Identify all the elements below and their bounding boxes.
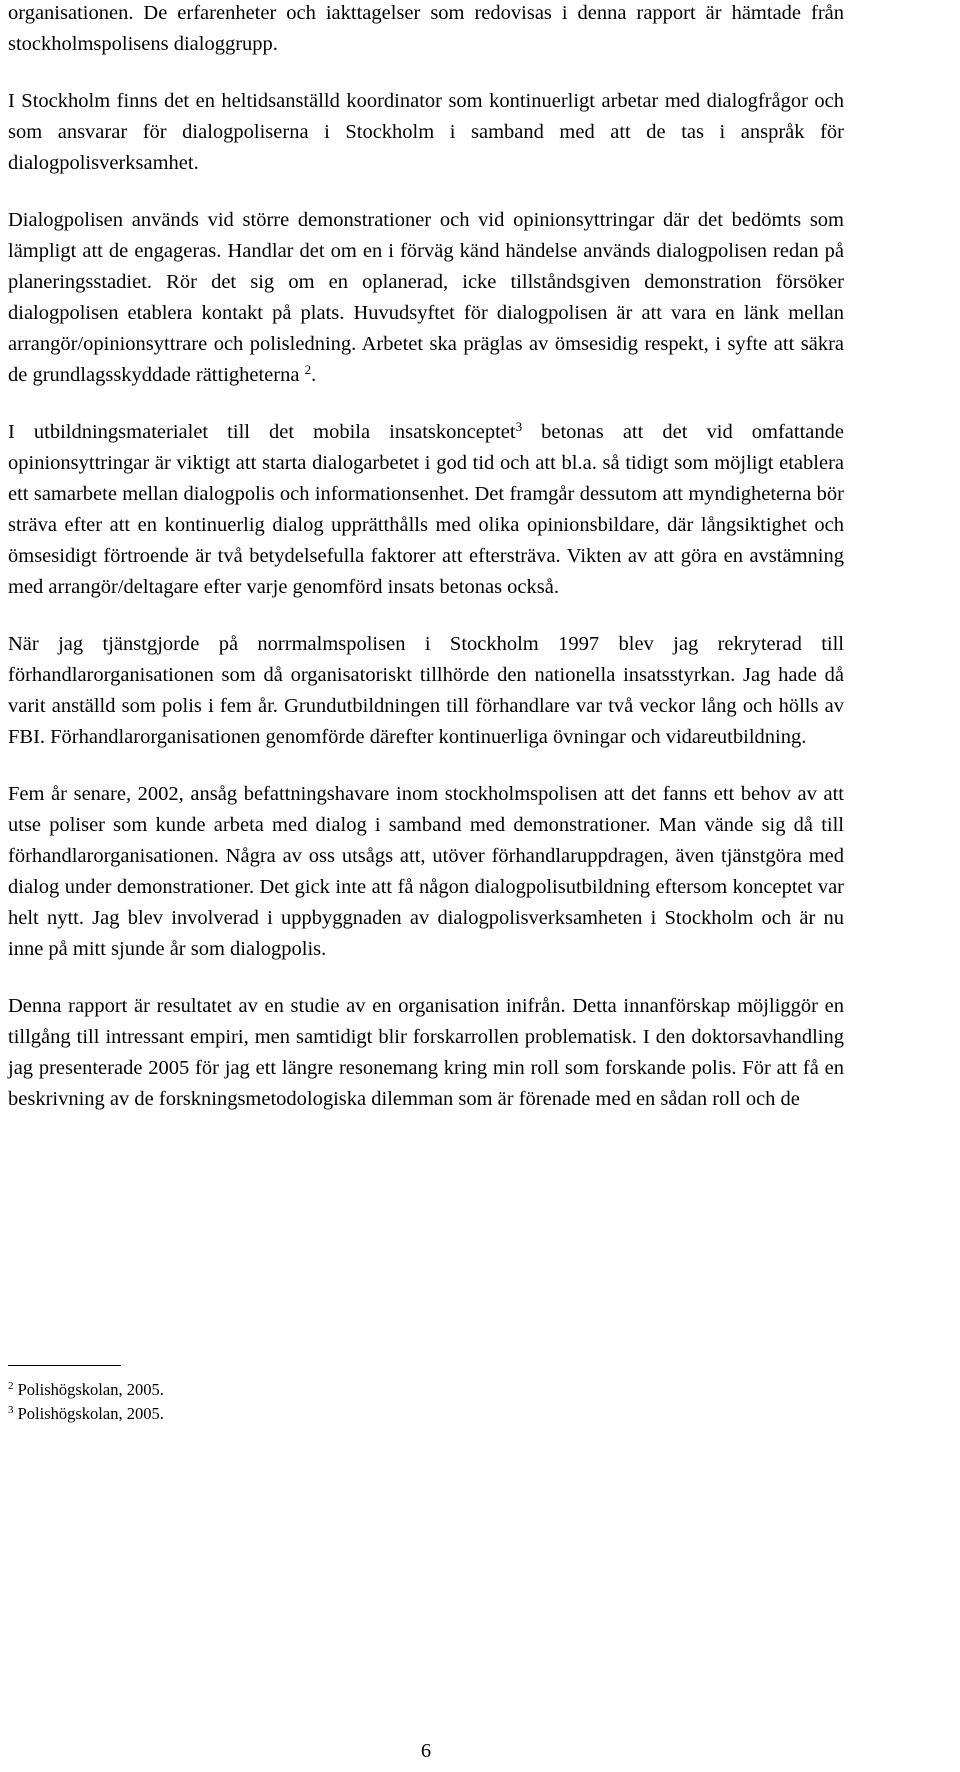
footnote-3 (8, 1402, 164, 1426)
footnote-separator (8, 1365, 121, 1366)
paragraph-intro: organisationen. De erfarenheter och iakttagelser som redovisas i denna rapport är hämtade från stockholmspolisens dialoggrupp. (8, 2, 844, 55)
paragraph-dialogpolisen-text: Dialogpolisen används vid större demonstrationer och vid opinionsyttringar där det bedömts som lämpligt att de engageras. Handlar det om en i förväg känd händelse används dialogpolisen redan på planeringsstadiet. Rör det sig om en oplanerad, icke tillståndsgiven demonstration försöker dialogpolisen etablera kontakt på plats. Huvudsyftet för dialogpolisen är att vara en länk mellan arrangör/opinionsyttrare och polisledning. Arbetet ska präglas av ömsesidig respekt, i syfte att säkra de grundlagsskyddade rättigheterna (8, 209, 844, 386)
paragraph-utbildning (8, 417, 844, 603)
footnote-ref-2: 2 (304, 362, 312, 377)
footnote-number: 2 (8, 1380, 14, 1392)
footnote-text: Polishögskolan, 2005. (17, 1404, 164, 1423)
paragraph-rapport: Denna rapport är resultatet av en studie av en organisation inifrån. Detta innanförskap möjliggör en tillgång till intressant empiri, men samtidigt blir forskarrollen problematisk. I den doktorsavhandling jag presenterade 2005 för jag ett längre resonemang kring min roll som forskande polis. För att få en beskrivning av de forskningsmetodologiska dilemman som är förenade med en sådan roll och de (8, 995, 844, 1110)
footnote-ref-3: 3 (515, 419, 523, 434)
paragraph-norrmalm: När jag tjänstgjorde på norrmalmspolisen i Stockholm 1997 blev jag rekryterad till förhandlarorganisationen som då organisatoriskt tillhörde den nationella insatsstyrkan. Jag hade då varit anställd som polis i fem år. Grundutbildningen till förhandlare var två veckor lång och hölls av FBI. Förhandlarorganisationen genomförde därefter kontinuerliga övningar och vidareutbildning. (8, 633, 844, 748)
footnote-2 (8, 1378, 164, 1402)
paragraph-coordinator: I Stockholm finns det en heltidsanställd koordinator som kontinuerligt arbetar med dialogfrågor och som ansvarar för dialogpoliserna i Stockholm i samband med att de tas i anspråk för dialogpolisverksamhet. (8, 90, 844, 174)
footnote-number: 3 (8, 1404, 14, 1416)
paragraph-utbildning-text: betonas att det vid omfattande opinionsyttringar är viktigt att starta dialogarbetet i god tid och att bl.a. så tidigt som möjligt etablera ett samarbete mellan dialogpolis och informationsenhet. Det framgår dessutom att myndigheterna bör sträva efter att en kontinuerlig dialog upprätthålls med olika opinionsbildare, där långsiktighet och ömsesidigt förtroende är två betydelsefulla faktorer att eftersträva. Vikten av att göra en avstämning med arrangör/deltagare efter varje genomförd insats betonas också. (8, 421, 844, 598)
document-body (8, 0, 844, 1141)
paragraph-dialogpolisen (8, 205, 844, 391)
paragraph-fem-ar-senare: Fem år senare, 2002, ansåg befattningshavare inom stockholmspolisen att det fanns ett behov av att utse poliser som kunde arbeta med dialog i samband med demonstrationer. Man vände sig då till förhandlarorganisationen. Några av oss utsågs att, utöver förhandlaruppdragen, även tjänstgöra med dialog under demonstrationer. Det gick inte att få någon dialogpolisutbildning eftersom konceptet var helt nytt. Jag blev involverad i uppbyggnaden av dialogpolisverksamheten i Stockholm och är nu inne på mitt sjunde år som dialogpolis. (8, 783, 844, 960)
page-number: 6 (420, 1740, 432, 1762)
paragraph-utbildning-start: I utbildningsmaterialet till det mobila insatskonceptet (8, 421, 516, 443)
paragraph-dialogpolisen-end: . (311, 364, 317, 386)
footnote-text: Polishögskolan, 2005. (17, 1380, 164, 1399)
footnotes (8, 1378, 164, 1426)
